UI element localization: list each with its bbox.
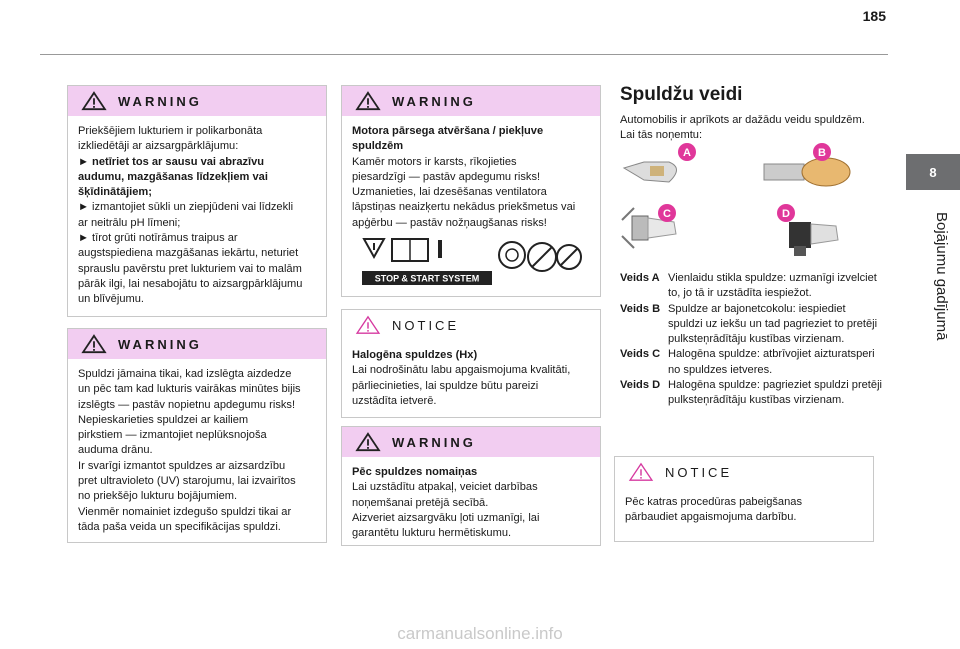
warning-title: WARNING: [392, 434, 476, 450]
body-line: pārāk ilgi, lai nesabojātu to aizsargpārklājumu: [78, 277, 303, 290]
section-title: Spuldžu veidi: [620, 84, 743, 105]
body-line: pārliecinieties, lai spuldze būtu pareizi: [352, 379, 539, 392]
bulb-a-illustration: [624, 162, 677, 182]
notice-body: [342, 340, 600, 417]
body-line: un blīvējumu.: [78, 293, 144, 306]
warning-title: WARNING: [118, 336, 202, 352]
notice-title: NOTICE: [665, 464, 733, 480]
chapter-title: Bojājumu gadījumā: [933, 212, 950, 341]
body-line: audumu, mazgāšanas līdzekļiem vai: [78, 170, 268, 183]
body-line: Halogēna spuldzes (Hx): [352, 349, 478, 361]
bulb-type-item: [620, 347, 882, 378]
body-line: izslēgts — pastāv nopietnu apdegumu risks!: [78, 398, 296, 411]
bulb-type-key: Veids A: [620, 272, 660, 284]
body-line: pirkstiem — izmantojiet neplūksnojoša: [78, 429, 267, 442]
body-line: Spuldzi jāmaina tikai, kad izslēgta aizdedze: [78, 368, 292, 380]
body-line: ► netīriet tos ar sausu vai abrazīvu: [78, 155, 265, 168]
body-line: lāpstiņas neaizķertu nekādus priekšmetus vai: [352, 201, 576, 214]
warning-icon: [80, 334, 108, 354]
body-line: ► tīrot grūti notīrāmus traipus ar: [78, 232, 238, 245]
body-line: šķīdinātājiem;: [78, 186, 152, 199]
bulb-type-item: [620, 271, 882, 302]
warning-box-bonnet: [341, 85, 601, 297]
body-line: pret ultravioleto (UV) starojumu, lai izvairītos: [78, 475, 296, 488]
body-line: pārbaudiet apgaismojuma darbību.: [625, 511, 797, 524]
notice-header: [342, 310, 600, 340]
body-line: Motora pārsega atvēršana / piekļuve: [352, 125, 544, 137]
body-line: izkliedētāji ar aizsargpārklājumu:: [78, 140, 239, 153]
body-line: Lai uzstādītu atpakaļ, veiciet darbības: [352, 481, 538, 494]
body-line: Vienmēr nomainiet izdegušo spuldzi tikai ar: [78, 505, 292, 518]
chapter-tab: 8: [906, 154, 960, 190]
body-line: sprauslu pavērstu pret lukturiem vai to malām: [78, 262, 302, 275]
body-line: garantētu lukturu hermētiskumu.: [352, 527, 512, 540]
warning-box-after-replacement: [341, 426, 601, 546]
notice-icon: [627, 462, 655, 482]
body-line: Priekšējiem lukturiem ir polikarbonāta: [78, 125, 263, 137]
bulb-type-description: Halogēna spuldze: atbrīvojiet aizturatsperi no spuldzes ietveres.: [668, 348, 875, 376]
warning-box-bulb-replacement: [67, 328, 327, 543]
warning-body: [68, 359, 326, 543]
warning-icon: [354, 91, 382, 111]
bulb-type-item: [620, 302, 882, 348]
bulb-types-illustration: [614, 140, 876, 262]
notice-title: NOTICE: [392, 317, 460, 333]
bonnet-warning-pictograms: [362, 237, 582, 287]
warning-header: [342, 427, 600, 457]
notice-box-halogen: [341, 309, 601, 418]
bulb-type-key: Veids D: [620, 379, 661, 392]
watermark-footer: carmanualsonline.info: [397, 624, 563, 643]
body-line: un pēc tam kad lukturis vairākas minūtes bijis: [78, 383, 301, 396]
body-line: piesardzīgi — pastāv apdegumu risks!: [352, 170, 541, 183]
stop-start-sticker: [342, 237, 600, 287]
notice-box-check-lights: [614, 456, 874, 542]
warning-body: [342, 457, 600, 549]
bulb-letter-a: A: [683, 147, 691, 159]
warning-icon: [354, 432, 382, 452]
bulb-type-description: Vienlaidu stikla spuldze: uzmanīgi izvelciet to, jo tā ir uzstādīta iespiežot.: [668, 272, 877, 300]
body-line: Pēc spuldzes nomaiņas: [352, 466, 478, 478]
page-number: 185: [862, 8, 886, 24]
bulb-type-description: Spuldze ar bajonetcokolu: iespiediet spuldzi uz iekšu un tad pagrieziet to pretēji pulksteņrādītāju kustības virzienam.: [668, 302, 878, 346]
bulb-letter-c: C: [663, 208, 671, 220]
bulb-d-illustration: [789, 222, 838, 256]
body-line: spuldzēm: [352, 140, 404, 153]
warning-title: WARNING: [392, 93, 476, 109]
warning-box-headlamp-cleaning: [67, 85, 327, 317]
body-line: Ir svarīgi izmantot spuldzes ar aizsardzību: [78, 459, 286, 472]
body-line: Kamēr motors ir karsts, rīkojieties: [352, 155, 517, 168]
notice-header: [615, 457, 873, 487]
bulb-type-description: Halogēna spuldze: pagrieziet spuldzi pretēji pulksteņrādītāju kustības virzienam.: [668, 379, 882, 407]
bulb-b-illustration: [764, 158, 850, 186]
bulb-type-key: Veids C: [620, 348, 661, 361]
body-line: auduma drānu.: [78, 444, 153, 457]
warning-body: [342, 116, 600, 233]
body-line: tāda paša veida un specifikācijas spuldzi.: [78, 520, 281, 533]
body-line: no priekšējo lukturu bojājumiem.: [78, 490, 238, 503]
body-line: Uzmanieties, lai dzesēšanas ventilatora: [352, 186, 547, 199]
body-line: Aizveriet aizsargvāku ļoti uzmanīgi, lai: [352, 511, 540, 524]
body-line: Nepieskarieties spuldzei ar kailiem: [78, 413, 249, 426]
warning-icon: [80, 91, 108, 111]
notice-icon: [354, 315, 382, 335]
body-line: ar neitrālu pH līmeni;: [78, 216, 181, 229]
bulb-letter-d: D: [782, 208, 790, 220]
bulb-type-list: [620, 271, 882, 409]
notice-body: [615, 487, 873, 534]
bulb-type-key: Veids B: [620, 302, 661, 315]
bulb-type-item: [620, 378, 882, 409]
body-line: ► izmantojiet sūkli un ziepjūdeni vai līdzekli: [78, 201, 294, 214]
warning-title: WARNING: [118, 93, 202, 109]
top-rule: [40, 54, 888, 55]
body-line: Pēc katras procedūras pabeigšanas: [625, 496, 802, 508]
warning-header: [68, 329, 326, 359]
body-line: noņemšanai pretējā secībā.: [352, 496, 489, 509]
body-line: uzstādīta ietverē.: [352, 394, 437, 407]
sticker-label: STOP & START SYSTEM: [374, 273, 480, 284]
body-line: augstspiediena mazgāšanas iekārtu, neturiet: [78, 247, 299, 260]
bulb-letter-b: B: [818, 147, 826, 159]
body-line: apģērbu — pastāv nožņaugšanas risks!: [352, 216, 547, 229]
warning-header: [68, 86, 326, 116]
section-intro: Automobilis ir aprīkots ar dažādu veidu spuldzēm. Lai tās noņemtu:: [620, 114, 865, 142]
warning-body: [68, 116, 326, 316]
body-line: Lai nodrošinātu labu apgaismojuma kvalitāti,: [352, 364, 571, 377]
warning-header: [342, 86, 600, 116]
